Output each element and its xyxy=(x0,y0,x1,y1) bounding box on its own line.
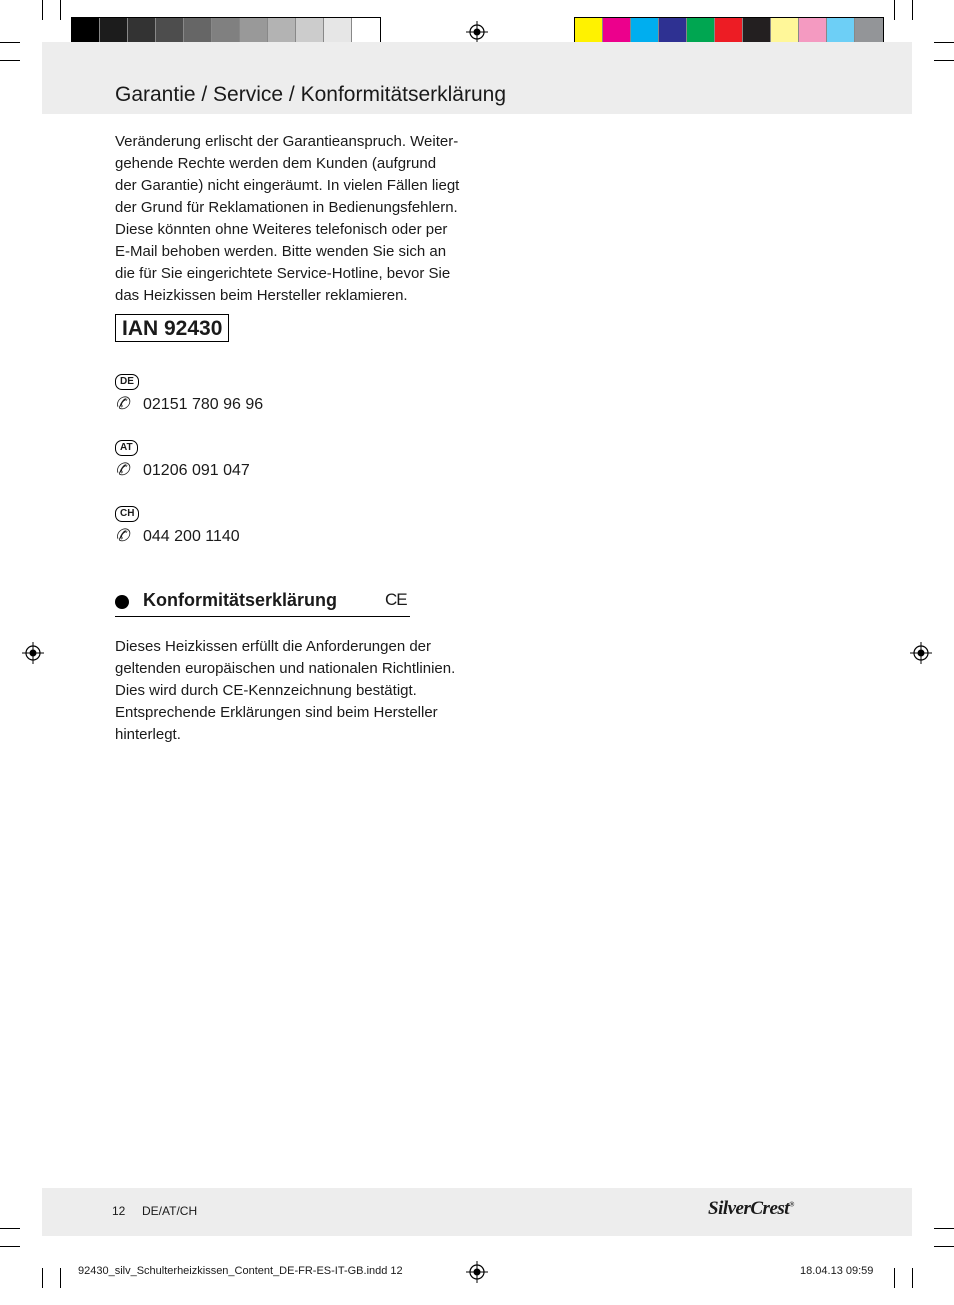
registration-mark-icon xyxy=(22,642,44,664)
text-line: Dies wird durch CE-Kennzeichnung bestätigt. xyxy=(115,682,417,699)
phone-icon: ✆ xyxy=(115,394,130,413)
crop-mark xyxy=(42,0,43,20)
text-line: der Grund für Reklamationen in Bedienungsfehlern. xyxy=(115,199,458,216)
text-line: Diese könnten ohne Weiteres telefonisch oder per xyxy=(115,221,448,238)
country-badge-at: AT xyxy=(115,440,138,456)
bullet-icon xyxy=(115,595,129,609)
text-line: E-Mail behoben werden. Bitte wenden Sie sich an xyxy=(115,243,447,260)
country-badge-de: DE xyxy=(115,374,139,390)
crop-mark xyxy=(912,1268,913,1288)
crop-mark xyxy=(0,42,20,43)
text-line: geltenden europäischen und nationalen Richtlinien. xyxy=(115,660,456,677)
crop-mark xyxy=(894,0,895,20)
registration-mark-icon xyxy=(466,1261,488,1283)
slug-file-name: 92430_silv_Schulterheizkissen_Content_DE-FR-ES-IT-GB.indd 12 xyxy=(78,1265,403,1277)
brand-name: SilverCrest xyxy=(708,1198,790,1219)
hotline-number-ch: 044 200 1140 xyxy=(143,528,240,545)
registration-mark-icon xyxy=(910,642,932,664)
registered-mark: ® xyxy=(789,1200,794,1209)
guarantee-paragraph xyxy=(115,131,459,307)
phone-icon: ✆ xyxy=(115,526,130,545)
silvercrest-logo xyxy=(708,1198,794,1220)
text-line: Veränderung erlischt der Garantieanspruch. Weiter- xyxy=(115,133,459,150)
crop-mark xyxy=(934,1228,954,1229)
hotline-number-de: 02151 780 96 96 xyxy=(143,396,264,413)
phone-icon: ✆ xyxy=(115,460,130,479)
ian-number-box: IAN 92430 xyxy=(115,314,229,342)
country-badge-ch: CH xyxy=(115,506,139,522)
crop-mark xyxy=(912,0,913,20)
ce-mark-icon: CE xyxy=(385,590,407,609)
text-line: gehende Rechte werden dem Kunden (aufgrund xyxy=(115,155,437,172)
slug-date: 18.04.13 09:59 xyxy=(800,1265,874,1277)
crop-mark xyxy=(0,1246,20,1247)
registration-mark-icon xyxy=(466,21,488,43)
section-title: Konformitätserklärung xyxy=(143,590,338,610)
text-line: die für Sie eingerichtete Service-Hotline, bevor Sie xyxy=(115,265,451,282)
page-title: Garantie / Service / Konformitätserklärung xyxy=(115,83,507,106)
crop-mark xyxy=(42,1268,43,1288)
text-line: Entsprechende Erklärungen sind beim Hersteller xyxy=(115,704,438,721)
crop-mark xyxy=(60,0,61,20)
text-line: das Heizkissen beim Hersteller reklamieren. xyxy=(115,287,408,304)
crop-mark xyxy=(934,42,954,43)
crop-mark xyxy=(60,1268,61,1288)
text-line: Dieses Heizkissen erfüllt die Anforderungen der xyxy=(115,638,432,655)
page-languages: DE/AT/CH xyxy=(142,1204,198,1218)
conformity-section-heading xyxy=(115,588,410,617)
crop-mark xyxy=(894,1268,895,1288)
crop-mark xyxy=(0,60,20,61)
conformity-paragraph xyxy=(115,636,455,746)
crop-mark xyxy=(0,1228,20,1229)
crop-mark xyxy=(934,1246,954,1247)
text-line: hinterlegt. xyxy=(115,726,181,743)
page-number: 12 xyxy=(112,1204,126,1218)
crop-mark xyxy=(934,60,954,61)
hotline-number-at: 01206 091 047 xyxy=(143,462,250,479)
text-line: der Garantie) nicht eingeräumt. In vielen Fällen liegt xyxy=(115,177,460,194)
